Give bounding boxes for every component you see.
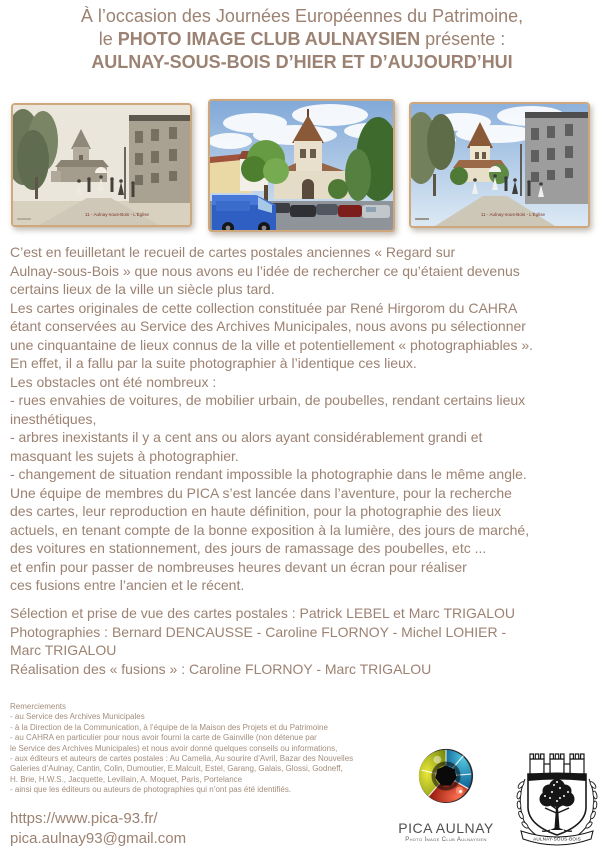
acknowledgement-line: - à la Direction de la Communication, à l’équipe de la Maison des Projets et du Patrimoine	[10, 722, 328, 732]
body-line: Une équipe de membres du PICA s’est lancée dans l’aventure, pour la recherche	[10, 484, 512, 501]
body-line: ces fusions entre l’ancien et le récent.	[10, 577, 245, 593]
email-link[interactable]: pica.aulnay93@gmail.com	[10, 829, 187, 847]
header-line-2-prefix: le	[98, 29, 118, 49]
postcard-imprint	[17, 218, 31, 220]
modern-photo-scene	[210, 101, 393, 230]
acknowledgement-line: Remerciements	[10, 702, 67, 711]
credit-line: Réalisation des « fusions » : Caroline FLORNOY - Marc TRIGALOU	[10, 660, 432, 677]
old-postcard-scene	[13, 105, 190, 225]
body-line: Les obstacles ont été nombreux :	[10, 373, 217, 390]
credit-line: Sélection et prise de vue des cartes postales : Patrick LEBEL et Marc TRIGALOU	[10, 605, 516, 621]
pica-logo-subtitle: Photo Image Club Aulnaysien	[405, 837, 487, 843]
body-line: actuels, en tenant compte de la bonne exposition à la lumière, des jours de marché,	[10, 521, 530, 538]
postcard-caption: 11 - Aulnay-sous-Bois - L’Église	[84, 212, 150, 217]
blue-van	[212, 195, 276, 230]
fusion-caption: 11 - Aulnay-sous-Bois - L’Église	[480, 212, 546, 217]
header-line-2-suffix: présente :	[420, 29, 506, 49]
postcard-imprint	[415, 218, 429, 220]
acknowledgement-line: - aux éditeurs et auteurs de cartes postales : Au Camelia, Au sourire d’Avril, Bazar des Nouvelles	[10, 754, 354, 764]
contact-block	[10, 809, 186, 848]
body-line: certains lieux de la ville un siècle plus tard.	[10, 281, 275, 297]
pica-logo-title: PICA AULNAY	[398, 820, 494, 836]
body-line: inesthétiques,	[10, 410, 97, 427]
acknowledgement-line: - au CAHRA en particulier pour nous avoir fourni la carte de Gainville (non détenue par	[10, 733, 317, 743]
old-postcard-image	[11, 103, 192, 227]
body-line: des cartes, leur reproduction en haute définition, pour la photographie des lieux	[10, 503, 502, 519]
fusion-scene	[411, 104, 588, 226]
body-line: et enfin pour passer de nombreuses heures devant un écran pour réaliser	[10, 558, 467, 575]
credit-line: Photographies : Bernard DENCAUSSE - Caroline FLORNOY - Michel LOHIER -	[10, 623, 507, 640]
body-line: En effet, il a fallu par la suite photographier à l’identique ces lieux.	[10, 355, 417, 371]
acknowledgement-line: H. Brie, H.W.S., Jacquette, Levillain, A. Moquet, Paris, Portelance	[10, 774, 243, 784]
body-line: masquant les sujets à photographier.	[10, 447, 239, 464]
body-line: une cinquantaine de lieux connus de la ville et potentiellement « photographiables ».	[10, 336, 534, 353]
coat-of-arms-icon	[516, 751, 598, 847]
acknowledgement-line: le Service des Archives Municipales) et nous avoir donné quelques conseils ou informations,	[10, 743, 338, 753]
header-line-2	[0, 28, 604, 51]
header-line-1: À l’occasion des Journées Européennes du Patrimoine,	[80, 6, 524, 26]
flyer-header	[0, 5, 604, 74]
body-line: - changement de situation rendant impossible la photographie dans le même angle.	[10, 466, 527, 482]
acknowledgement-line: - au Service des Archives Municipales	[10, 712, 145, 722]
body-line: - rues envahies de voitures, de mobilier urbain, de poubelles, rendant certains lieux	[10, 392, 526, 408]
credit-line: Marc TRIGALOU	[10, 642, 117, 658]
body-line: étant conservées au Service des Archives Municipales, nous avons pu sélectionner	[10, 318, 526, 334]
modern-photo-image	[208, 99, 395, 232]
body-line: des voitures en stationnement, des jours de ramassage des poubelles, etc ...	[10, 540, 487, 556]
body-paragraphs	[10, 243, 533, 595]
website-link[interactable]: https://www.pica-93.fr/	[10, 810, 158, 827]
aulnay-coat-of-arms	[516, 751, 598, 847]
acknowledgement-line: Galeries d’Aulnay, Cantin, Colin, Dumoutier, E.Malcuit, Estel, Garang, Galais, Glossi, Godneff,	[10, 764, 343, 774]
body-line: Les cartes originales de cette collection constituée par René Hirgorom du CAHRA	[10, 299, 518, 316]
pica-logo	[394, 747, 498, 843]
club-name: PHOTO IMAGE CLUB AULNAYSIEN	[117, 29, 421, 49]
header-line-3-title: AULNAY-SOUS-BOIS D’HIER ET D’AUJOURD’HUI	[91, 52, 513, 72]
body-line: - arbres inexistants il y a cent ans ou alors ayant considérablement grandi et	[10, 429, 483, 445]
fusion-image	[409, 102, 590, 228]
acknowledgements-block	[10, 702, 353, 796]
coat-banner-label: AULNAY-SOUS-BOIS	[533, 836, 581, 842]
credits-block	[10, 604, 515, 678]
acknowledgement-line: - ainsi que les éditeurs ou auteurs de photographies qui n’ont pas été identifiés.	[10, 785, 292, 795]
pica-eye-icon	[417, 747, 475, 805]
body-line: Aulnay-sous-Bois » que nous avons eu l’idée de rechercher ce qu’étaient devenus	[10, 262, 520, 279]
body-line: C’est en feuilletant le recueil de cartes postales anciennes « Regard sur	[10, 244, 456, 260]
